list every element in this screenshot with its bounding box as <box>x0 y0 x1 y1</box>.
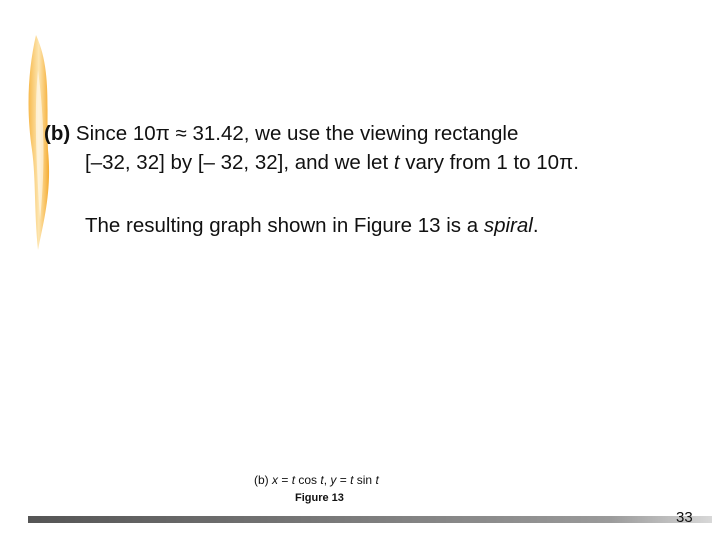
page-number: 33 <box>676 509 693 526</box>
caption-t4: t <box>375 473 379 487</box>
paragraph-line-3 <box>85 213 539 239</box>
caption-t1: t <box>291 473 296 487</box>
line2-variable-t: t <box>393 151 400 174</box>
footer-bar <box>28 516 712 523</box>
part-label: (b) <box>44 122 71 145</box>
figure-label: Figure 13 <box>295 492 344 504</box>
paragraph-line-1 <box>44 121 518 147</box>
line1-text: Since 10π ≈ 31.42, we use the viewing rectangle <box>75 122 519 145</box>
caption-eq1: = <box>278 473 292 487</box>
caption-x: x <box>272 473 278 487</box>
caption-prefix: (b) <box>254 473 272 487</box>
caption-t3: t <box>350 473 354 487</box>
line2-text-b: vary from 1 to 10π. <box>399 151 579 174</box>
caption-y: y <box>330 473 337 487</box>
caption-cos: cos <box>295 473 321 487</box>
caption-eq2: = <box>336 473 351 487</box>
caption-t2: t <box>320 473 324 487</box>
line2-text-a: [–32, 32] by [– 32, 32], and we let <box>85 151 394 174</box>
caption-sep: , <box>323 473 331 487</box>
line3-text-b: . <box>532 214 539 237</box>
figure-caption <box>254 473 379 487</box>
caption-sin: sin <box>353 473 376 487</box>
line3-text-a: The resulting graph shown in Figure 13 is a <box>85 214 484 237</box>
paragraph-line-2 <box>85 150 579 176</box>
line3-spiral-term: spiral <box>483 214 533 237</box>
